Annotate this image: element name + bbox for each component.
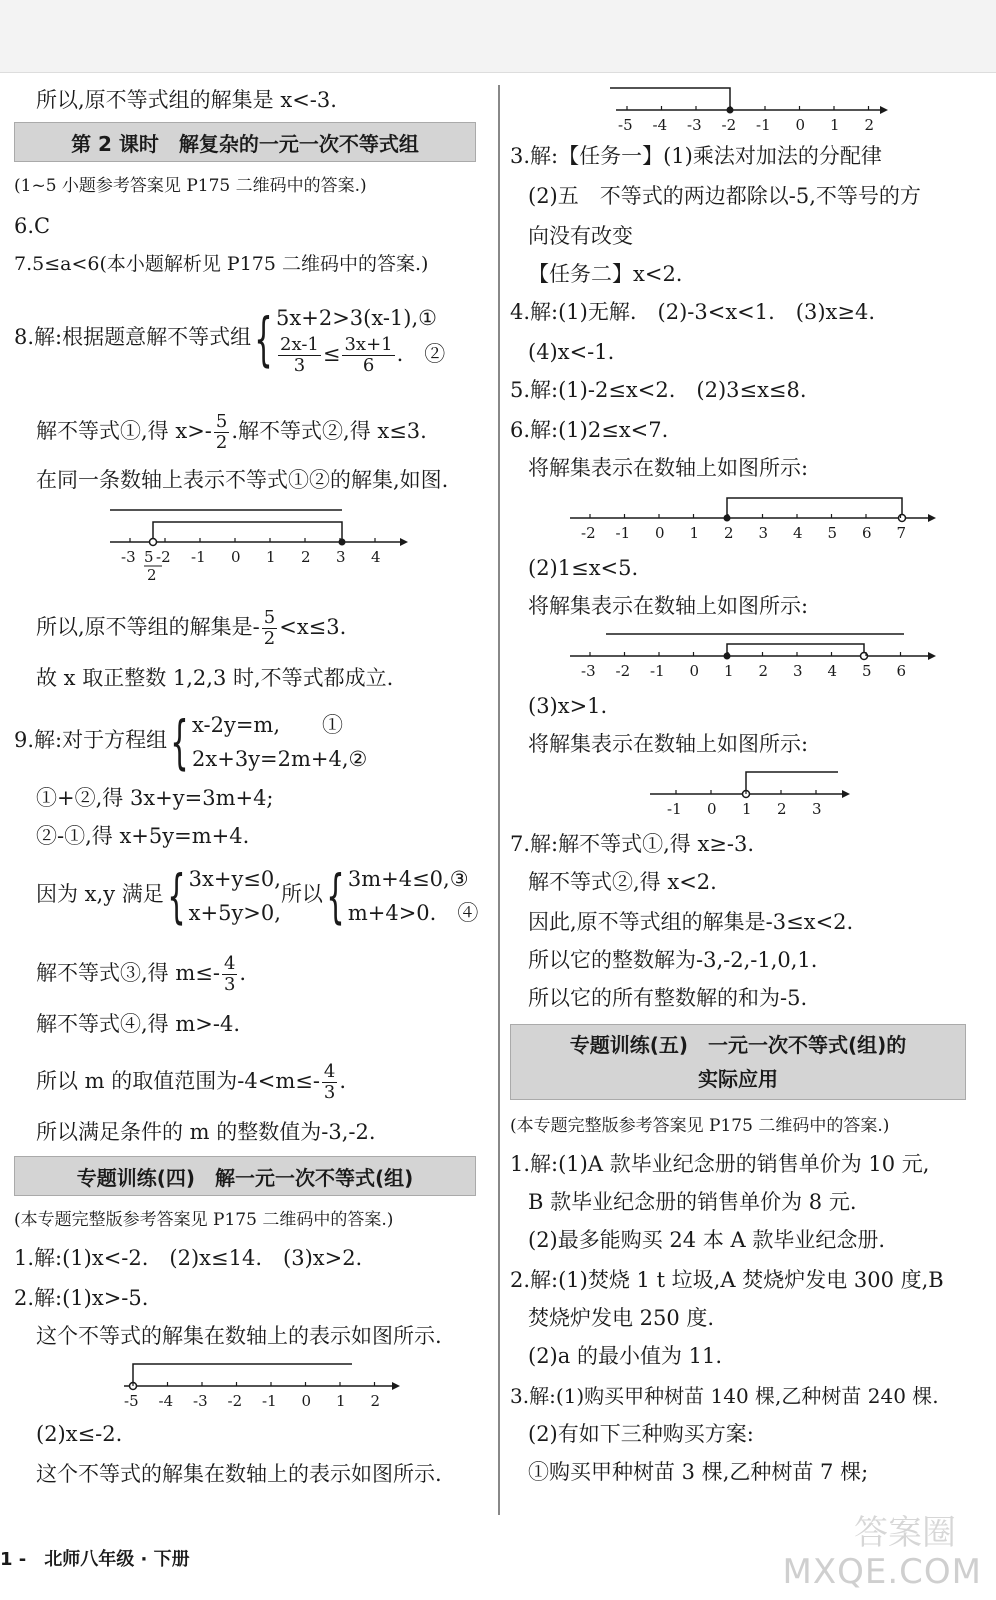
q9-line-1: ①+②,得 3x+y=3m+4; — [36, 786, 274, 810]
page-top-band — [0, 0, 996, 73]
tick-label: -4 — [158, 1392, 174, 1410]
denominator: 6 — [362, 355, 375, 376]
fraction — [342, 335, 394, 376]
tick-label: -1 — [667, 800, 682, 818]
text: 所以 m 的取值范围为-4<m≤- — [36, 1069, 320, 1093]
fraction — [262, 608, 277, 649]
fraction — [278, 335, 321, 376]
q9-eq-1: x-2y=m, ① — [192, 712, 344, 737]
tick-label: -1 — [615, 524, 631, 542]
tick-label: 1 — [336, 1392, 346, 1410]
answer-q8-system — [14, 292, 445, 382]
page-footer: 1 - 北师八年级 · 下册 — [0, 1549, 190, 1570]
tick-label: 4 — [371, 548, 381, 566]
text: . — [339, 1069, 347, 1093]
tick-label: -2 — [581, 524, 596, 542]
tick-label: -2 — [615, 662, 631, 680]
r3-line-1: (2)五 不等式的两边都除以-5,不等号的方 — [528, 184, 921, 208]
text: <x≤3. — [279, 615, 347, 639]
tick-label: 3 — [336, 548, 346, 566]
tick-label: 2 — [724, 524, 734, 542]
section-title-lesson2: 第 2 课时 解复杂的一元一次不等式组 — [14, 122, 476, 162]
tick-label: 2 — [864, 116, 875, 134]
q8-line-1 — [36, 412, 427, 453]
tick-label: -5 — [618, 116, 633, 134]
number-line-q8 — [100, 500, 410, 584]
tick-label: -2 — [227, 1392, 243, 1410]
answer-line: 所以,原不等式组的解集是 x<-3. — [36, 88, 337, 112]
answer-s2: 2.解:(1)x>-5. — [14, 1286, 149, 1310]
text: 因为 x,y 满足 — [36, 882, 164, 906]
s2-line-3: 这个不等式的解集在数轴上的表示如图所示. — [36, 1462, 442, 1486]
leq-sign: ≤ — [322, 342, 341, 366]
tick-label: -3 — [193, 1392, 208, 1410]
brace-icon: { — [170, 707, 189, 776]
tick-label-frac-num: 5 — [144, 548, 154, 566]
numerator: 2x-1 — [280, 334, 319, 355]
denominator: 3 — [323, 1082, 336, 1103]
q9-line-3 — [36, 858, 478, 930]
q9-line-6 — [36, 1062, 346, 1103]
q9-line-7: 所以满足条件的 m 的整数值为-3,-2. — [36, 1120, 376, 1144]
q8-line-2: 在同一条数轴上表示不等式①②的解集,如图. — [36, 468, 449, 492]
q9-line-4 — [36, 954, 246, 995]
t3-line-1: (2)有如下三种购买方案: — [528, 1422, 754, 1446]
numerator: 5 — [263, 607, 276, 628]
answer-t3: 3.解:(1)购买甲种树苗 140 棵,乙种树苗 240 棵. — [510, 1384, 939, 1408]
section-title-special-5 — [510, 1024, 966, 1100]
q9-conditions-m — [348, 862, 479, 930]
brace-icon: { — [166, 861, 186, 930]
tick-label: -1 — [756, 116, 771, 134]
denominator: 3 — [293, 355, 306, 376]
text: .解不等式②,得 x≤3. — [231, 419, 427, 443]
fraction — [214, 412, 229, 453]
q8-line-3 — [36, 608, 346, 649]
tick-label: 3 — [793, 662, 803, 680]
q9-prefix: 9.解:对于方程组 — [14, 728, 168, 752]
column-divider — [498, 85, 500, 1515]
answer-s1: 1.解:(1)x<-2. (2)x≤14. (3)x>2. — [14, 1246, 363, 1270]
r7-line-2: 因此,原不等式组的解集是-3≤x<2. — [528, 910, 854, 934]
tick-label: 2 — [301, 548, 311, 566]
tick-label: 3 — [758, 524, 769, 542]
number-line-task — [610, 80, 900, 138]
brace-icon: { — [254, 304, 273, 373]
text: 解不等式③,得 m≤- — [36, 961, 220, 985]
r3-line-2: 向没有改变 — [528, 224, 633, 248]
ineq-tail: . ② — [396, 342, 446, 366]
tick-label: -5 — [124, 1392, 139, 1410]
answer-t1: 1.解:(1)A 款毕业纪念册的销售单价为 10 元, — [510, 1152, 930, 1176]
cond-2: x+5y>0, — [188, 900, 281, 925]
tick-label: 3 — [812, 800, 822, 818]
tick-label: 0 — [655, 524, 665, 542]
tick-label: 4 — [827, 662, 838, 680]
r6-line-2: (2)1≤x<5. — [528, 556, 639, 580]
denominator: 3 — [223, 974, 236, 995]
q9-eq-2: 2x+3y=2m+4,② — [192, 746, 368, 771]
numerator: 4 — [223, 953, 236, 974]
s2-line-2: (2)x≤-2. — [36, 1422, 123, 1446]
tick-label: 0 — [301, 1392, 312, 1410]
tick-label: 2 — [777, 800, 787, 818]
numerator: 4 — [323, 1061, 336, 1082]
number-line-r6-2 — [566, 626, 942, 684]
text: . — [239, 961, 247, 985]
r7-line-3: 所以它的整数解为-3,-2,-1,0,1. — [528, 948, 818, 972]
note-qr-3: (本专题完整版参考答案见 P175 二维码中的答案.) — [510, 1116, 890, 1136]
note-qr-2: (本专题完整版参考答案见 P175 二维码中的答案.) — [14, 1210, 394, 1230]
tick-label: 2 — [370, 1392, 381, 1410]
cond-4: m+4>0. ④ — [347, 900, 479, 925]
answer-r5: 5.解:(1)-2≤x<2. (2)3≤x≤8. — [510, 378, 807, 402]
r7-line-1: 解不等式②,得 x<2. — [528, 870, 717, 894]
tick-label: 1 — [830, 116, 840, 134]
cond-3: 3m+4≤0,③ — [347, 866, 469, 891]
q8-inequalities — [276, 301, 445, 376]
section-title-special-4: 专题训练(四) 解一元一次不等式(组) — [14, 1156, 476, 1196]
r6-line-3: 将解集表示在数轴上如图所示: — [528, 594, 809, 618]
cond-1: 3x+y≤0, — [188, 866, 281, 891]
tick-label: 6 — [896, 662, 907, 680]
r6-line-1: 将解集表示在数轴上如图所示: — [528, 456, 809, 480]
q8-line-4: 故 x 取正整数 1,2,3 时,不等式都成立. — [36, 666, 394, 690]
tick-label: -3 — [687, 116, 702, 134]
tick-label: -2 — [721, 116, 737, 134]
r4-line-1: (4)x<-1. — [528, 340, 615, 364]
answer-r6: 6.解:(1)2≤x<7. — [510, 418, 669, 442]
tick-label: 5 — [862, 662, 872, 680]
fraction — [322, 1062, 337, 1103]
q9-line-2: ②-①,得 x+5y=m+4. — [36, 824, 250, 848]
number-line-r6-3 — [646, 764, 856, 822]
tick-label: 0 — [707, 800, 717, 818]
tick-label: 1 — [689, 524, 700, 542]
tick-label-frac-den: 2 — [147, 566, 157, 584]
number-line-r6-1 — [566, 488, 942, 546]
number-line-s2 — [116, 1356, 406, 1414]
s2-line-1: 这个不等式的解集在数轴上的表示如图所示. — [36, 1324, 442, 1348]
note-qr: (1~5 小题参考答案见 P175 二维码中的答案.) — [14, 176, 367, 196]
tick-label: 0 — [689, 662, 700, 680]
r6-line-4: (3)x>1. — [528, 694, 608, 718]
tick-label: 7 — [896, 524, 907, 542]
tick-label: 1 — [266, 548, 276, 566]
t1-line-2: (2)最多能购买 24 本 A 款毕业纪念册. — [528, 1228, 886, 1252]
numerator: 5 — [215, 411, 228, 432]
r7-line-4: 所以它的所有整数解的和为-5. — [528, 986, 808, 1010]
t3-line-2: ①购买甲种树苗 3 棵,乙种树苗 7 棵; — [528, 1460, 869, 1484]
text: 所以,原不等组的解集是- — [36, 615, 260, 639]
tick-label: 2 — [758, 662, 769, 680]
section-title-line-2: 实际应用 — [698, 1067, 778, 1091]
q8-ineq-2 — [276, 335, 445, 376]
t1-line-1: B 款毕业纪念册的销售单价为 8 元. — [528, 1190, 857, 1214]
numerator: 3x+1 — [344, 334, 393, 355]
tick-label: -1 — [262, 1392, 277, 1410]
tick-label: -3 — [581, 662, 596, 680]
answer-q7: 7.5≤a<6(本小题解析见 P175 二维码中的答案.) — [14, 253, 429, 275]
denominator: 2 — [215, 432, 228, 453]
fraction — [222, 954, 237, 995]
watermark: MXQE.COM — [782, 1552, 982, 1592]
answer-t2: 2.解:(1)焚烧 1 t 垃圾,A 焚烧炉发电 300 度,B — [510, 1268, 944, 1292]
r3-line-3: 【任务二】x<2. — [528, 262, 683, 286]
q9-line-5: 解不等式④,得 m>-4. — [36, 1012, 240, 1036]
q9-conditions — [189, 862, 281, 930]
watermark-logo: 答案圈 — [854, 1513, 956, 1553]
text: 所以 — [280, 882, 323, 906]
r6-line-5: 将解集表示在数轴上如图所示: — [528, 732, 809, 756]
answer-r7: 7.解:解不等式①,得 x≥-3. — [510, 832, 755, 856]
tick-label: 4 — [793, 524, 803, 542]
tick-label: 6 — [862, 524, 872, 542]
q8-ineq-1: 5x+2>3(x-1),① — [276, 306, 437, 330]
tick-label: 1 — [742, 800, 752, 818]
tick-label: -3 — [121, 548, 136, 566]
tick-label: 0 — [795, 116, 806, 134]
tick-label: -1 — [191, 548, 206, 566]
text: 解不等式①,得 x>- — [36, 419, 212, 443]
answer-r4: 4.解:(1)无解. (2)-3<x<1. (3)x≥4. — [510, 300, 876, 324]
q9-equations — [192, 708, 367, 776]
answer-q9-system — [14, 702, 367, 778]
answer-q6: 6.C — [14, 214, 51, 238]
brace-icon: { — [326, 861, 345, 930]
tick-label: 5 — [827, 524, 838, 542]
tick-label: -1 — [650, 662, 665, 680]
t2-line-2: (2)a 的最小值为 11. — [528, 1344, 723, 1368]
q8-prefix: 8.解:根据题意解不等式组 — [14, 325, 252, 349]
section-title-line-1: 专题训练(五) 一元一次不等式(组)的 — [569, 1033, 907, 1057]
tick-label: 0 — [231, 548, 241, 566]
denominator: 2 — [263, 628, 276, 649]
tick-label: -2 — [156, 548, 171, 566]
tick-label: -4 — [652, 116, 668, 134]
tick-label: 1 — [724, 662, 734, 680]
t2-line-1: 焚烧炉发电 250 度. — [528, 1306, 715, 1330]
answer-r3: 3.解:【任务一】(1)乘法对加法的分配律 — [510, 144, 882, 168]
